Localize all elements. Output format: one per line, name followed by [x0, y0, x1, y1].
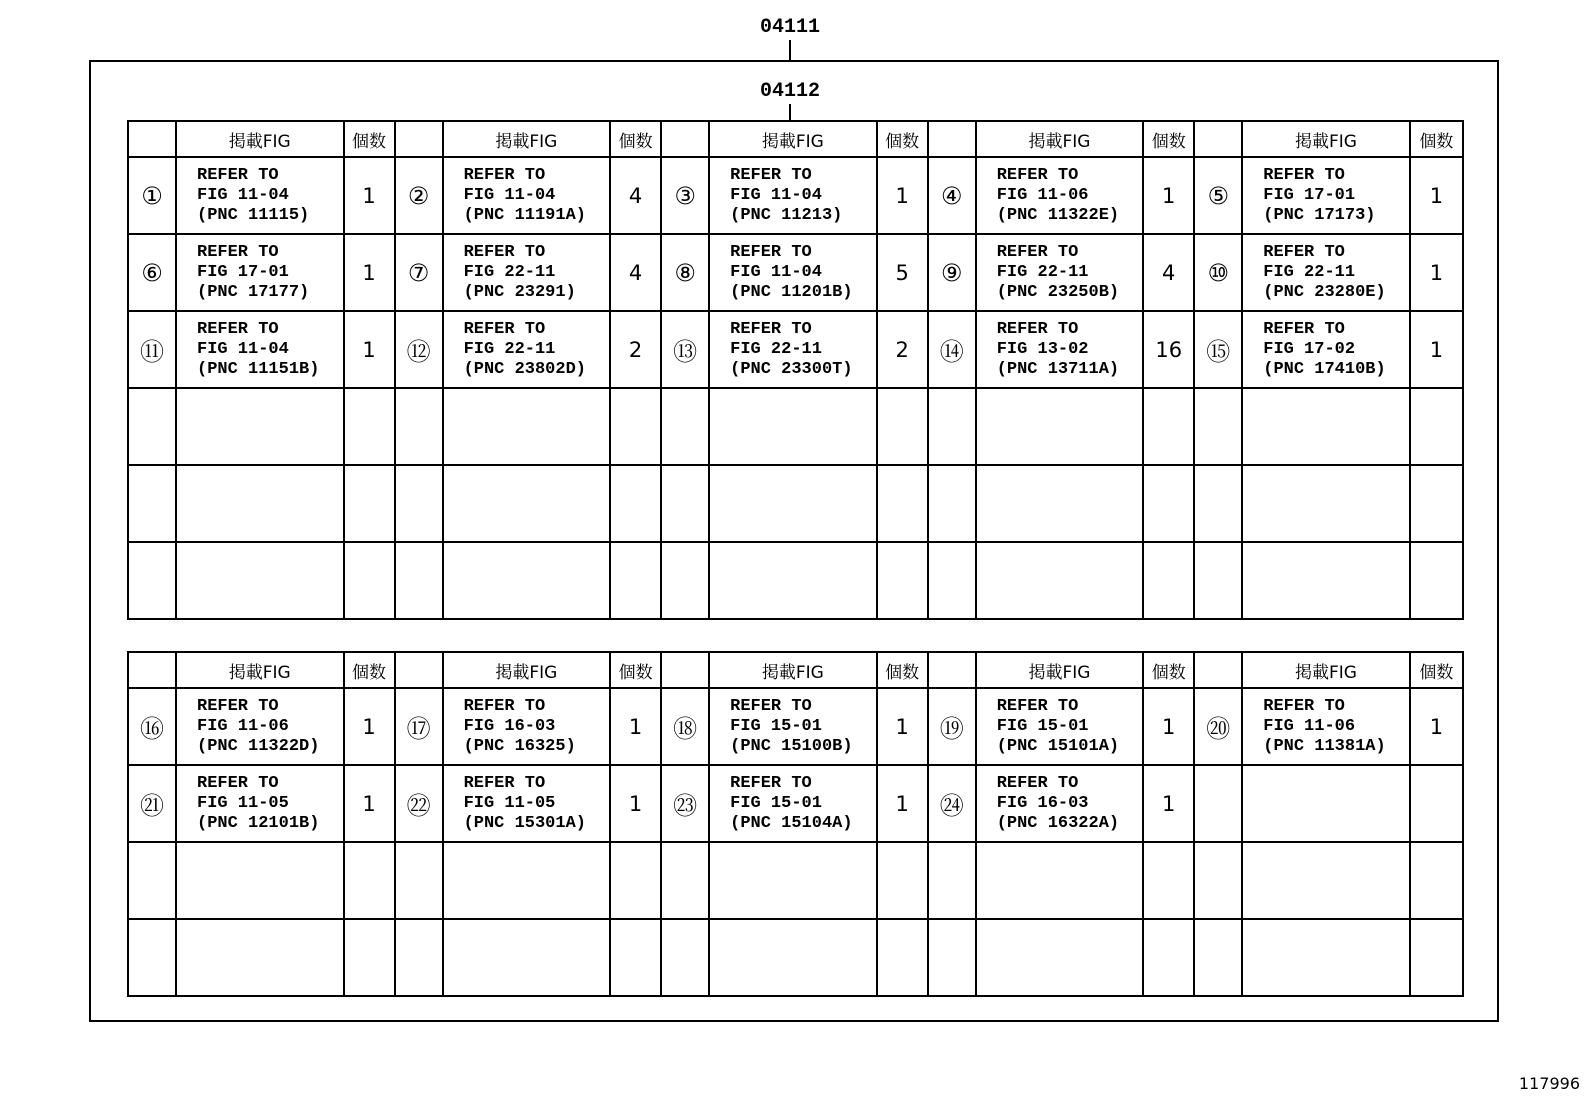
reference-line: (PNC 23250B)	[996, 282, 1120, 302]
reference-line: (PNC 11322D)	[197, 736, 320, 756]
item-number	[1194, 919, 1242, 996]
fig-reference	[976, 465, 1144, 542]
fig-reference	[976, 919, 1144, 996]
quantity	[344, 465, 395, 542]
reference-line: REFER TO	[463, 696, 546, 716]
header-row	[128, 121, 1463, 157]
index-header	[1194, 121, 1242, 157]
fig-reference	[709, 919, 877, 996]
reference-line: (PNC 23280E)	[1263, 282, 1386, 302]
item-number: ㉔	[928, 765, 976, 842]
item-number: ⑬	[661, 311, 709, 388]
quantity: 5	[877, 234, 928, 311]
reference-line: (PNC 11201B)	[730, 282, 853, 302]
qty-header: 個数	[1143, 121, 1194, 157]
item-number: ⑮	[1194, 311, 1242, 388]
fig-header: 掲載FIG	[976, 652, 1144, 688]
fig-reference	[976, 234, 1144, 311]
fig-reference	[709, 688, 877, 765]
quantity	[1410, 465, 1463, 542]
fig-reference	[976, 765, 1144, 842]
fig-header: 掲載FIG	[176, 652, 344, 688]
fig-header: 掲載FIG	[1242, 652, 1410, 688]
reference-line: REFER TO	[463, 165, 546, 185]
table-row	[128, 765, 1463, 842]
item-number: ㉒	[395, 765, 443, 842]
table-row	[128, 234, 1463, 311]
inner-label-leader	[789, 104, 791, 120]
reference-line: REFER TO	[197, 696, 279, 716]
quantity: 1	[1143, 765, 1194, 842]
reference-line: FIG 11-04	[197, 185, 289, 205]
item-number	[128, 388, 176, 465]
quantity	[610, 919, 661, 996]
item-number	[661, 465, 709, 542]
fig-reference	[443, 765, 611, 842]
reference-line: (PNC 15101A)	[996, 736, 1120, 756]
item-number: ⑤	[1194, 157, 1242, 234]
qty-header: 個数	[344, 652, 395, 688]
index-header	[128, 121, 176, 157]
item-number: ⑪	[128, 311, 176, 388]
fig-reference	[176, 765, 344, 842]
quantity: 4	[1143, 234, 1194, 311]
fig-reference	[976, 542, 1144, 619]
item-number	[128, 919, 176, 996]
item-number	[661, 542, 709, 619]
reference-line: (PNC 12101B)	[197, 813, 320, 833]
reference-line: FIG 15-01	[730, 716, 822, 736]
quantity: 1	[877, 765, 928, 842]
quantity: 4	[610, 157, 661, 234]
reference-line: REFER TO	[996, 242, 1079, 262]
reference-line: FIG 22-11	[730, 339, 822, 359]
quantity	[1143, 388, 1194, 465]
reference-line: REFER TO	[463, 773, 546, 793]
reference-line: (PNC 11213)	[730, 205, 843, 225]
quantity: 16	[1143, 311, 1194, 388]
reference-line: (PNC 23300T)	[730, 359, 853, 379]
item-number: ⑲	[928, 688, 976, 765]
item-number	[661, 919, 709, 996]
qty-header: 個数	[877, 652, 928, 688]
reference-line: REFER TO	[730, 773, 812, 793]
fig-reference	[176, 157, 344, 234]
item-number	[928, 842, 976, 919]
reference-line: FIG 15-01	[730, 793, 822, 813]
fig-reference	[1242, 388, 1410, 465]
reference-line: (PNC 11381A)	[1263, 736, 1386, 756]
qty-header: 個数	[610, 121, 661, 157]
index-header	[128, 652, 176, 688]
fig-reference	[709, 311, 877, 388]
fig-reference	[443, 311, 611, 388]
fig-reference	[976, 157, 1144, 234]
reference-line: FIG 17-01	[197, 262, 289, 282]
reference-line: REFER TO	[996, 319, 1079, 339]
item-number	[395, 542, 443, 619]
quantity: 1	[1143, 157, 1194, 234]
quantity	[610, 842, 661, 919]
quantity: 1	[1143, 688, 1194, 765]
reference-line: FIG 11-05	[197, 793, 289, 813]
fig-reference	[443, 688, 611, 765]
item-number	[1194, 388, 1242, 465]
reference-line: FIG 22-11	[463, 339, 556, 359]
reference-line: FIG 11-04	[463, 185, 556, 205]
header-row	[128, 652, 1463, 688]
item-number: ⑫	[395, 311, 443, 388]
fig-reference	[1242, 919, 1410, 996]
item-number	[661, 388, 709, 465]
item-number: ②	[395, 157, 443, 234]
reference-line: FIG 11-06	[996, 185, 1089, 205]
reference-line: FIG 11-04	[197, 339, 289, 359]
table-row	[128, 465, 1463, 542]
fig-reference	[709, 842, 877, 919]
reference-line: REFER TO	[1263, 242, 1345, 262]
reference-line: REFER TO	[996, 773, 1079, 793]
table-row	[128, 919, 1463, 996]
fig-reference	[976, 688, 1144, 765]
item-number: ㉓	[661, 765, 709, 842]
fig-reference	[443, 842, 611, 919]
reference-line: (PNC 15301A)	[463, 813, 586, 833]
fig-header: 掲載FIG	[709, 121, 877, 157]
quantity: 1	[1410, 311, 1463, 388]
fig-reference	[709, 234, 877, 311]
quantity	[610, 388, 661, 465]
index-header	[395, 121, 443, 157]
fig-reference	[443, 542, 611, 619]
item-number	[128, 542, 176, 619]
quantity	[877, 842, 928, 919]
quantity	[610, 465, 661, 542]
item-number	[1194, 765, 1242, 842]
reference-line: REFER TO	[197, 319, 279, 339]
quantity	[1143, 919, 1194, 996]
item-number	[1194, 542, 1242, 619]
fig-header: 掲載FIG	[443, 121, 611, 157]
reference-line: (PNC 16325)	[463, 736, 576, 756]
quantity: 1	[877, 157, 928, 234]
outer-label-leader	[789, 40, 791, 60]
fig-reference	[709, 765, 877, 842]
fig-reference	[443, 157, 611, 234]
fig-reference	[176, 688, 344, 765]
quantity	[1143, 542, 1194, 619]
table-row	[128, 311, 1463, 388]
outer-group-label: 04111	[759, 16, 820, 39]
reference-line: FIG 16-03	[463, 716, 556, 736]
inner-group-label: 04112	[759, 80, 820, 103]
quantity	[1143, 465, 1194, 542]
quantity: 2	[877, 311, 928, 388]
item-number: ⑰	[395, 688, 443, 765]
item-number: ⑦	[395, 234, 443, 311]
fig-reference	[976, 311, 1144, 388]
reference-line: (PNC 11115)	[197, 205, 310, 225]
quantity: 1	[610, 765, 661, 842]
quantity: 1	[1410, 157, 1463, 234]
quantity: 1	[1410, 234, 1463, 311]
item-number	[1194, 465, 1242, 542]
index-header	[661, 652, 709, 688]
item-number	[395, 465, 443, 542]
reference-line: (PNC 11191A)	[463, 205, 586, 225]
reference-line: REFER TO	[197, 773, 279, 793]
reference-line: (PNC 17177)	[197, 282, 310, 302]
qty-header: 個数	[1143, 652, 1194, 688]
table-row	[128, 157, 1463, 234]
reference-line: (PNC 15104A)	[730, 813, 853, 833]
quantity	[877, 542, 928, 619]
qty-header: 個数	[1410, 652, 1463, 688]
quantity	[1410, 388, 1463, 465]
fig-reference	[1242, 765, 1410, 842]
item-number	[928, 919, 976, 996]
quantity	[344, 842, 395, 919]
quantity	[877, 919, 928, 996]
item-number	[661, 842, 709, 919]
reference-line: FIG 17-01	[1263, 185, 1356, 205]
fig-reference	[1242, 234, 1410, 311]
quantity	[344, 388, 395, 465]
reference-line: REFER TO	[730, 319, 812, 339]
quantity: 1	[344, 234, 395, 311]
fig-reference	[709, 157, 877, 234]
fig-reference	[176, 465, 344, 542]
fig-header: 掲載FIG	[443, 652, 611, 688]
fig-reference	[176, 842, 344, 919]
fig-reference	[443, 465, 611, 542]
reference-line: REFER TO	[730, 165, 812, 185]
qty-header: 個数	[610, 652, 661, 688]
quantity	[1410, 765, 1463, 842]
item-number: ③	[661, 157, 709, 234]
fig-header: 掲載FIG	[176, 121, 344, 157]
quantity: 2	[610, 311, 661, 388]
quantity	[344, 542, 395, 619]
reference-line: REFER TO	[463, 242, 546, 262]
reference-line: FIG 17-02	[1263, 339, 1356, 359]
fig-reference	[176, 542, 344, 619]
reference-line: FIG 11-06	[197, 716, 289, 736]
quantity: 1	[610, 688, 661, 765]
reference-line: FIG 22-11	[1263, 262, 1356, 282]
item-number	[395, 842, 443, 919]
reference-line: FIG 11-06	[1263, 716, 1356, 736]
quantity	[877, 388, 928, 465]
item-number: ④	[928, 157, 976, 234]
fig-reference	[1242, 157, 1410, 234]
quantity: 1	[344, 311, 395, 388]
reference-line: REFER TO	[1263, 696, 1345, 716]
index-header	[928, 652, 976, 688]
item-number	[928, 542, 976, 619]
reference-line: FIG 15-01	[996, 716, 1089, 736]
parts-table-lower	[127, 651, 1464, 997]
reference-line: FIG 13-02	[996, 339, 1089, 359]
quantity	[1410, 919, 1463, 996]
fig-reference	[443, 234, 611, 311]
reference-line: REFER TO	[463, 319, 546, 339]
item-number: ⑧	[661, 234, 709, 311]
fig-header: 掲載FIG	[1242, 121, 1410, 157]
reference-line: REFER TO	[197, 242, 279, 262]
item-number: ㉑	[128, 765, 176, 842]
qty-header: 個数	[877, 121, 928, 157]
reference-line: REFER TO	[1263, 165, 1345, 185]
fig-reference	[1242, 688, 1410, 765]
reference-line: REFER TO	[996, 165, 1079, 185]
item-number: ⑨	[928, 234, 976, 311]
table-row	[128, 842, 1463, 919]
quantity: 1	[344, 688, 395, 765]
fig-reference	[176, 311, 344, 388]
item-number	[928, 465, 976, 542]
fig-reference	[1242, 465, 1410, 542]
reference-line: (PNC 11151B)	[197, 359, 320, 379]
reference-line: REFER TO	[197, 165, 279, 185]
reference-line: REFER TO	[996, 696, 1079, 716]
reference-line: (PNC 15100B)	[730, 736, 853, 756]
quantity: 4	[610, 234, 661, 311]
quantity	[610, 542, 661, 619]
quantity: 1	[877, 688, 928, 765]
reference-line: REFER TO	[730, 242, 812, 262]
item-number	[395, 919, 443, 996]
quantity	[344, 919, 395, 996]
quantity	[1410, 842, 1463, 919]
qty-header: 個数	[1410, 121, 1463, 157]
table-row	[128, 542, 1463, 619]
index-header	[395, 652, 443, 688]
quantity	[1410, 542, 1463, 619]
reference-line: (PNC 23802D)	[463, 359, 586, 379]
item-number	[128, 465, 176, 542]
reference-line: (PNC 17173)	[1263, 205, 1376, 225]
index-header	[928, 121, 976, 157]
table-row	[128, 388, 1463, 465]
table-row	[128, 688, 1463, 765]
reference-line: FIG 11-05	[463, 793, 556, 813]
reference-line: REFER TO	[730, 696, 812, 716]
quantity: 1	[344, 765, 395, 842]
item-number	[128, 842, 176, 919]
fig-header: 掲載FIG	[709, 652, 877, 688]
reference-line: (PNC 13711A)	[996, 359, 1120, 379]
fig-reference	[443, 388, 611, 465]
item-number: ⑥	[128, 234, 176, 311]
item-number: ⑩	[1194, 234, 1242, 311]
item-number	[928, 388, 976, 465]
fig-reference	[1242, 542, 1410, 619]
fig-reference	[443, 919, 611, 996]
reference-line: FIG 11-04	[730, 185, 822, 205]
quantity	[1143, 842, 1194, 919]
reference-line: (PNC 23291)	[463, 282, 576, 302]
reference-line: FIG 11-04	[730, 262, 822, 282]
item-number: ⑯	[128, 688, 176, 765]
quantity	[877, 465, 928, 542]
fig-reference	[176, 388, 344, 465]
reference-line: REFER TO	[1263, 319, 1345, 339]
parts-table-upper	[127, 120, 1464, 620]
fig-reference	[709, 465, 877, 542]
item-number: ⑭	[928, 311, 976, 388]
reference-line: FIG 22-11	[463, 262, 556, 282]
index-header	[1194, 652, 1242, 688]
index-header	[661, 121, 709, 157]
fig-reference	[976, 388, 1144, 465]
reference-line: (PNC 16322A)	[996, 813, 1120, 833]
fig-header: 掲載FIG	[976, 121, 1144, 157]
fig-reference	[1242, 311, 1410, 388]
item-number: ⑳	[1194, 688, 1242, 765]
fig-reference	[709, 388, 877, 465]
fig-reference	[176, 234, 344, 311]
item-number: ⑱	[661, 688, 709, 765]
fig-reference	[176, 919, 344, 996]
reference-line: (PNC 17410B)	[1263, 359, 1386, 379]
quantity: 1	[1410, 688, 1463, 765]
reference-line: FIG 22-11	[996, 262, 1089, 282]
fig-reference	[709, 542, 877, 619]
quantity: 1	[344, 157, 395, 234]
reference-line: (PNC 11322E)	[996, 205, 1120, 225]
reference-line: FIG 16-03	[996, 793, 1089, 813]
fig-reference	[976, 842, 1144, 919]
item-number	[395, 388, 443, 465]
fig-reference	[1242, 842, 1410, 919]
illustration-number: 117996	[1518, 1074, 1580, 1093]
item-number: ①	[128, 157, 176, 234]
item-number	[1194, 842, 1242, 919]
qty-header: 個数	[344, 121, 395, 157]
